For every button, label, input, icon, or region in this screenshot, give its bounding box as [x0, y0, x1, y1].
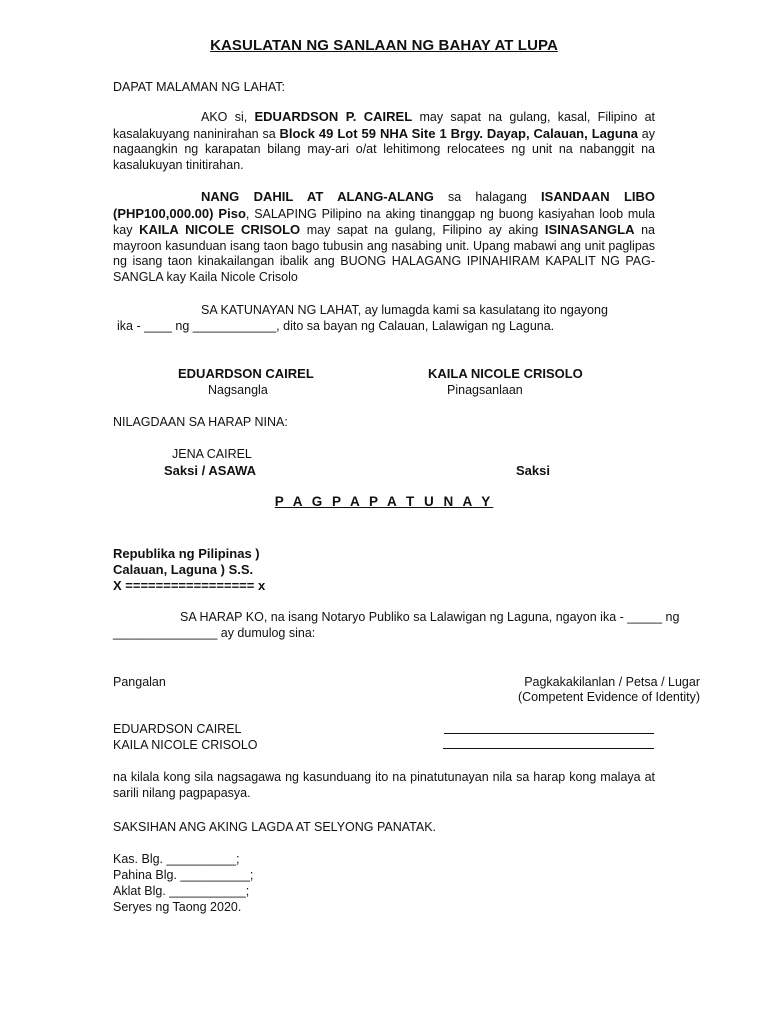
signatory-left-name: EDUARDSON CAIREL	[178, 366, 314, 381]
witness-left-role: Saksi / ASAWA	[164, 463, 256, 478]
table-left-header: Pangalan	[113, 675, 166, 689]
table-right-header-1: Pagkakakilanlan / Petsa / Lugar	[524, 675, 700, 689]
closing-seal-line: SAKSIHAN ANG AKING LAGDA AT SELYONG PANATAK.	[113, 820, 437, 834]
table-row-2-blank	[443, 748, 654, 749]
witness-intro: NILAGDAAN SA HARAP NINA:	[113, 415, 288, 429]
table-right-header-2: (Competent Evidence of Identity)	[517, 690, 700, 704]
series-year: Seryes ng Taong 2020.	[113, 900, 242, 914]
venue-line-1: Republika ng Pilipinas )	[113, 546, 260, 561]
loan-amount: ISANDAAN LIBO (PHP100,000.00) Piso	[113, 189, 656, 221]
signatory-left-role: Nagsangla	[208, 383, 268, 397]
mortgagee-name: KAILA NICOLE CRISOLO	[139, 222, 301, 238]
witness-left-name: JENA CAIREL	[172, 447, 252, 461]
page-number: Pahina Blg. __________;	[113, 868, 254, 882]
signatory-right-role: Pinagsanlaan	[447, 383, 523, 397]
attestation-line-2: ika - ____ ng ____________, dito sa bayan ng Calauan, Lalawigan ng Laguna.	[117, 319, 555, 333]
venue-line-2: Calauan, Laguna ) S.S.	[113, 562, 254, 577]
table-row-2-name: KAILA NICOLE CRISOLO	[113, 738, 258, 752]
declarant-name: EDUARDSON P. CAIREL	[254, 109, 413, 124]
notary-line-2: _______________ ay dumulog sina:	[113, 626, 316, 640]
table-row-1-name: EDUARDSON CAIREL	[113, 722, 242, 736]
pagpapatunay-heading: P A G P A P A T U N A Y	[274, 494, 494, 509]
salutation: DAPAT MALAMAN NG LAHAT:	[113, 80, 286, 94]
closing-statement: na kilala kong sila nagsagawa ng kasunduang ito na pinatutunayan nila sa harap kong malaya at sarili nilang pagpapasya.	[113, 770, 655, 800]
witness-right-role: Saksi	[516, 463, 550, 478]
doc-number: Kas. Blg. __________;	[113, 852, 240, 866]
attestation-line-1: SA KATUNAYAN NG LAHAT, ay lumagda kami sa kasulatang ito ngayong	[201, 303, 608, 317]
signatory-right-name: KAILA NICOLE CRISOLO	[428, 366, 583, 381]
paragraph-consideration: NANG DAHIL AT ALANG-ALANG sa halagang ISANDAAN LIBO (PHP100,000.00) Piso, SALAPING Pilipino na aking tinanggap ng buong kasiyahan loob mula kay KAILA NICOLE CRISOLO may sapat na gulang, Filipino ay aking ISINASANGLA na mayroon kasunduan isang taon bago tubusin ang nasabing unit. Upang mabawi ang unit paglipas ng isang taon kinakailangan ibalik ang BUONG HALAGANG IPINAHIRAM KAPALIT NG PAG-SANGLA kay Kaila Nicole Crisolo	[113, 189, 656, 284]
document-title: KASULATAN NG SANLAAN NG BAHAY AT LUPA	[210, 37, 558, 54]
paragraph-declaration: AKO si, EDUARDSON P. CAIREL may sapat na gulang, kasal, Filipino at kasalakuyang naninirahan sa Block 49 Lot 59 NHA Site 1 Brgy. Dayap, Calauan, Laguna ay nagaangkin ng karapatan bilang may-ari o/at lehitimong relocatees ng unit na nabanggit na kasalukuyan tinitirahan.	[113, 109, 655, 172]
venue-line-3: X ================= x	[113, 578, 266, 593]
book-number: Aklat Blg. ___________;	[113, 884, 250, 898]
declarant-address: Block 49 Lot 59 NHA Site 1 Brgy. Dayap, Calauan, Laguna	[279, 125, 638, 141]
notary-line-1: SA HARAP KO, na isang Notaryo Publiko sa Lalawigan ng Laguna, ngayon ika - _____ ng	[180, 610, 680, 624]
table-row-1-blank	[444, 733, 654, 734]
